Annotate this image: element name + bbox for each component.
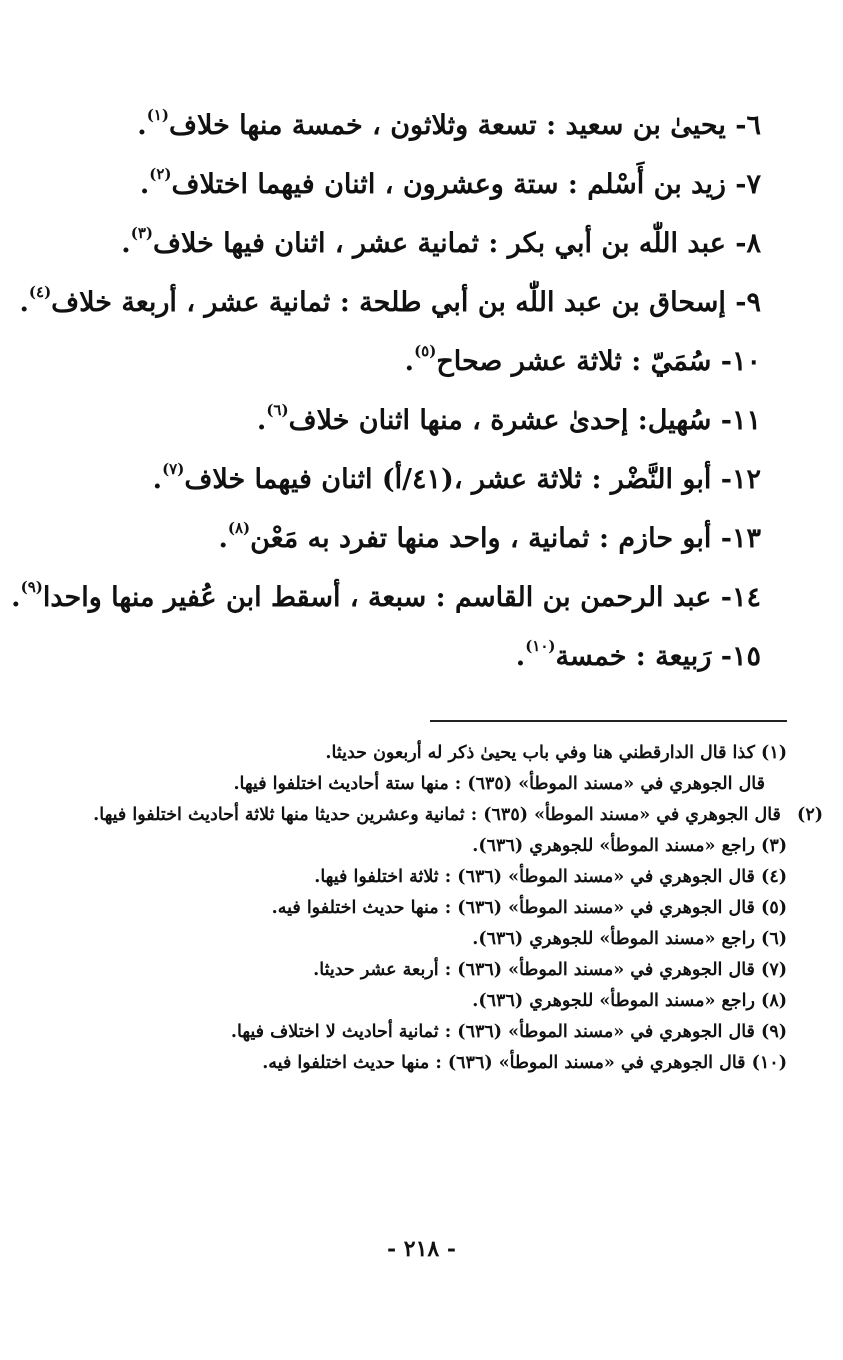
footnote-reference: (١) xyxy=(146,106,169,124)
footnote-reference: (٩) xyxy=(20,578,43,596)
list-entry: ١٥- رَبيعة : خمسة$^{(١٠)}$. xyxy=(515,637,761,672)
list-entry: ١١- سُهيل: إحدىٰ عشرة ، منها اثنان خلاف$^{(٦)}$. xyxy=(256,401,761,436)
footnote-text: قال الجوهري في «مسند الموطأ» (٦٣٥) : ثمانية وعشرين حديثا منها ثلاثة أحاديث اختلفوا فيها. xyxy=(93,805,781,825)
list-entry: ١٠- سُمَيّ : ثلاثة عشر صحاح$^{(٥)}$. xyxy=(404,342,761,377)
entry-text: سُمَيّ : ثلاثة عشر صحاح xyxy=(436,346,712,377)
entry-period: . xyxy=(256,405,267,436)
footnote-text: كذا قال الدارقطني هنا وفي باب يحيىٰ ذكر له أربعون حديثا. xyxy=(325,743,755,763)
footnote-number: (٣) xyxy=(761,836,787,856)
footnote-number: (١) xyxy=(761,743,787,763)
footnote-reference: (٦) xyxy=(266,401,289,419)
list-entry: ١٣- أبو حازم : ثمانية ، واحد منها تفرد به مَعْن$^{(٨)}$. xyxy=(218,519,761,554)
entry-text: سُهيل: إحدىٰ عشرة ، منها اثنان خلاف xyxy=(288,405,712,436)
list-entry: ١٤- عبد الرحمن بن القاسم : سبعة ، أسقط ابن عُفير منها واحدا$^{(٩)}$. xyxy=(11,578,761,613)
footnote-reference: (٧) xyxy=(162,460,185,478)
footnote xyxy=(40,1017,787,1048)
entry-text: رَبيعة : خمسة xyxy=(555,641,712,672)
footnote-number: (١٠) xyxy=(751,1053,787,1073)
entry-text: أبو حازم : ثمانية ، واحد منها تفرد به مَعْن xyxy=(250,523,712,554)
footnote-number: (٤) xyxy=(761,867,787,887)
list-entry: ٧- زيد بن أَسْلم : ستة وعشرون ، اثنان فيهما اختلاف$^{(٢)}$. xyxy=(139,165,761,200)
entry-period: . xyxy=(218,523,228,554)
footnote-text: قال الجوهري في «مسند الموطأ» (٦٣٦) : أربعة عشر حديثا. xyxy=(313,960,755,980)
footnote-number: (٨) xyxy=(761,991,787,1011)
footnote xyxy=(40,986,787,1017)
entry-period: . xyxy=(515,641,526,672)
footnote xyxy=(40,924,787,955)
entry-number: ١٢ xyxy=(731,464,761,495)
footnote-text: قال الجوهري في «مسند الموطأ» (٦٣٥) : منها ستة أحاديث اختلفوا فيها. xyxy=(233,774,765,794)
list-entry: ٨- عبد اللّٰه بن أبي بكر : ثمانية عشر ، اثنان فيها خلاف$^{(٣)}$. xyxy=(121,224,761,259)
entry-period: . xyxy=(139,169,150,200)
footnote xyxy=(40,893,787,924)
entry-text: زيد بن أَسْلم : ستة وعشرون ، اثنان فيهما اختلاف xyxy=(171,169,726,200)
list-entry: ١٢- أبو النَّضْر : ثلاثة عشر ،(٤١/أ) اثنان فيهما خلاف$^{(٧)}$. xyxy=(152,460,761,495)
entry-number: ١٤ xyxy=(731,582,761,613)
entry-number: ١٥ xyxy=(731,641,761,672)
footnote-number: (٥) xyxy=(761,898,787,918)
footnote xyxy=(40,831,787,862)
list-entry: ٩- إسحاق بن عبد اللّٰه بن أبي طلحة : ثمانية عشر ، أربعة خلاف$^{(٤)}$. xyxy=(19,283,761,318)
entry-text: أبو النَّضْر : ثلاثة عشر ،(٤١/أ) اثنان فيهما خلاف xyxy=(184,464,712,495)
entry-period: . xyxy=(19,287,29,318)
footnote-reference: (٤) xyxy=(28,283,52,301)
footnote-text: قال الجوهري في «مسند الموطأ» (٦٣٦) : ثلاثة اختلفوا فيها. xyxy=(314,867,755,887)
list-entry: ٦- يحيىٰ بن سعيد : تسعة وثلاثون ، خمسة منها خلاف$^{(١)}$. xyxy=(137,106,761,141)
entry-list xyxy=(11,96,761,686)
footnote-text: راجع «مسند الموطأ» للجوهري (٦٣٦). xyxy=(472,836,755,856)
footnote: (٢) قال الجوهري في «مسند الموطأ» (٦٣٥) : ثمانية وعشرين حديثا منها ثلاثة أحاديث اختلفوا فيها. xyxy=(93,805,823,825)
entry-number: ٧ xyxy=(746,169,761,200)
entry-period: . xyxy=(137,110,147,141)
entry-period: . xyxy=(404,346,415,377)
footnote-reference: (٣) xyxy=(130,224,153,242)
footnote-text: راجع «مسند الموطأ» للجوهري (٦٣٦). xyxy=(472,991,755,1011)
footnote-text: راجع «مسند الموطأ» للجوهري (٦٣٦). xyxy=(472,929,755,949)
footnote-text: قال الجوهري في «مسند الموطأ» (٦٣٦) : ثمانية أحاديث لا اختلاف فيها. xyxy=(230,1022,755,1042)
footnote-text: قال الجوهري في «مسند الموطأ» (٦٣٦) : منها حديث اختلفوا فيه. xyxy=(271,898,755,918)
entry-number: ٩ xyxy=(746,287,761,318)
entry-text: يحيىٰ بن سعيد : تسعة وثلاثون ، خمسة منها خلاف xyxy=(168,110,726,141)
entry-text: عبد الرحمن بن القاسم : سبعة ، أسقط ابن عُفير منها واحدا xyxy=(42,582,712,613)
footnote-reference: (٥) xyxy=(414,342,437,360)
footnote-number: (٧) xyxy=(761,960,787,980)
footnotes-section xyxy=(40,738,823,1079)
footnote-reference: (١٠) xyxy=(525,637,556,655)
footnote xyxy=(40,862,787,893)
footnote-text: قال الجوهري في «مسند الموطأ» (٦٣٦) : منها حديث اختلفوا فيه. xyxy=(262,1053,746,1073)
entry-number: ٨ xyxy=(746,228,761,259)
page-number: - ٢١٨ - xyxy=(386,1236,457,1262)
entry-text: إسحاق بن عبد اللّٰه بن أبي طلحة : ثمانية عشر ، أربعة خلاف xyxy=(51,287,726,318)
entry-text: عبد اللّٰه بن أبي بكر : ثمانية عشر ، اثنان فيها خلاف xyxy=(152,228,726,259)
footnote-number: (٦) xyxy=(761,929,787,949)
entry-period: . xyxy=(11,582,21,613)
footnote-divider xyxy=(430,720,787,722)
entry-number: ١١ xyxy=(731,405,761,436)
entry-period: . xyxy=(121,228,131,259)
entry-number: ٦ xyxy=(746,110,761,141)
footnote-continuation xyxy=(40,769,787,800)
entry-number: ١٠ xyxy=(731,346,761,377)
footnote xyxy=(40,738,787,769)
footnote-reference: (٨) xyxy=(227,519,251,537)
footnote xyxy=(40,1048,787,1079)
footnote-number: (٩) xyxy=(761,1022,787,1042)
footnote xyxy=(40,955,787,986)
entry-number: ١٣ xyxy=(731,523,761,554)
entry-period: . xyxy=(152,464,163,495)
footnote-reference: (٢) xyxy=(149,165,172,183)
